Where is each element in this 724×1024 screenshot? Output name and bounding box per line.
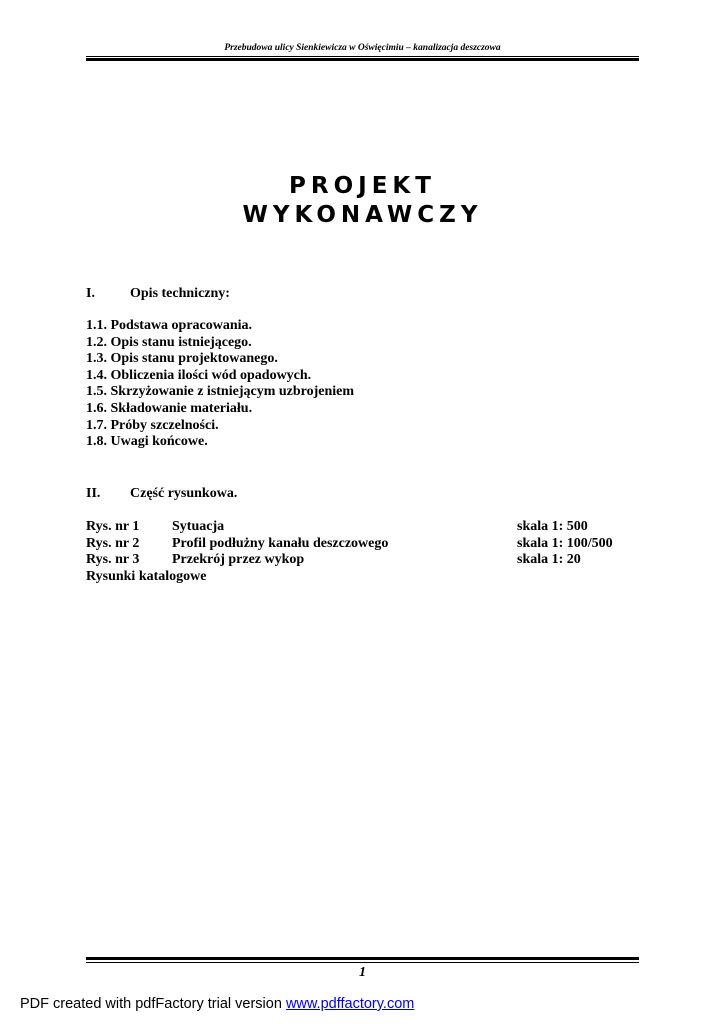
drawing-row bbox=[86, 552, 639, 569]
drawing-scale: skala 1: 20 bbox=[517, 552, 581, 568]
footer-rule-thin bbox=[86, 962, 639, 963]
catalog-drawings-label: Rysunki katalogowe bbox=[86, 568, 207, 584]
pdf-factory-footer bbox=[20, 995, 414, 1013]
drawing-name: Sytuacja bbox=[172, 519, 225, 534]
toc-item: 1.7. Próby szczelności. bbox=[86, 417, 219, 433]
toc-item: 1.6. Składowanie materiału. bbox=[86, 400, 253, 416]
toc-item: 1.1. Podstawa opracowania. bbox=[86, 318, 253, 333]
section-2-heading bbox=[86, 486, 237, 503]
catalog-drawings bbox=[86, 569, 639, 586]
pdffactory-link[interactable]: www.pdffactory.com bbox=[285, 996, 415, 1012]
drawings-list bbox=[86, 519, 639, 585]
toc-item: 1.3. Opis stanu projektowanego. bbox=[86, 351, 278, 367]
section-1-number: I. bbox=[86, 286, 95, 301]
drawing-row bbox=[86, 536, 639, 553]
drawing-scale: skala 1: 100/500 bbox=[517, 535, 613, 551]
footer-text: PDF created with pdfFactory trial version bbox=[20, 996, 286, 1012]
drawing-name: Profil podłużny kanału deszczowego bbox=[172, 535, 389, 551]
drawing-scale: skala 1: 500 bbox=[517, 519, 588, 534]
title-line-2: WYKONAWCZY bbox=[242, 202, 483, 228]
drawing-id: Rys. nr 3 bbox=[86, 552, 140, 568]
drawing-id: Rys. nr 1 bbox=[86, 519, 140, 534]
toc-item: 1.2. Opis stanu istniejącego. bbox=[86, 334, 252, 350]
running-header: Przebudowa ulicy Sienkiewicza w Oświęcimiu – kanalizacja deszczowa bbox=[224, 43, 501, 53]
title-line-1: PROJEKT bbox=[289, 173, 436, 199]
section-1-heading bbox=[86, 286, 230, 303]
section-2-number: II. bbox=[86, 486, 101, 501]
toc-item: 1.5. Skrzyżowanie z istniejącym uzbrojeniem bbox=[86, 384, 355, 400]
section-1-title: Opis techniczny: bbox=[130, 286, 230, 301]
drawing-row bbox=[86, 519, 639, 536]
toc-item: 1.4. Obliczenia ilości wód opadowych. bbox=[86, 367, 312, 383]
page-number: 1 bbox=[359, 965, 366, 980]
drawing-name: Przekrój przez wykop bbox=[172, 552, 305, 568]
table-of-contents bbox=[86, 318, 354, 451]
header-rule-thin bbox=[86, 56, 639, 57]
footer-rule-thick bbox=[86, 957, 639, 960]
drawing-id: Rys. nr 2 bbox=[86, 535, 140, 551]
section-2-title: Część rysunkowa. bbox=[130, 486, 238, 501]
header-rule-thick bbox=[86, 58, 639, 61]
toc-item: 1.8. Uwagi końcowe. bbox=[86, 434, 208, 450]
